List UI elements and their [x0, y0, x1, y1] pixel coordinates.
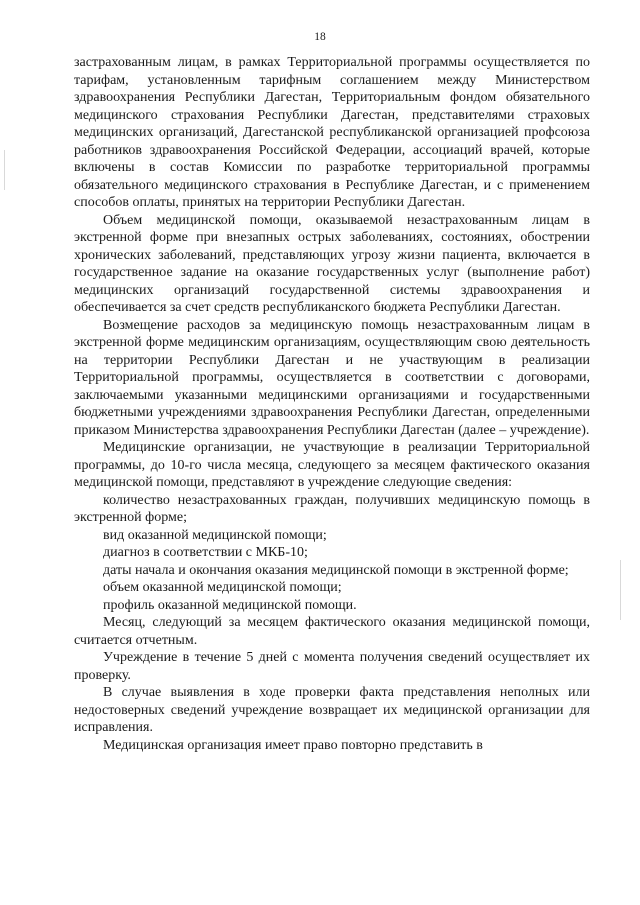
scan-edge-mark [4, 150, 5, 190]
paragraph-emergency-volume: Объем медицинской помощи, оказываемой незастрахованным лицам в экстренной форме при внезапных острых заболеваниях, состояниях, обострении хронических заболеваний, представляющих угрозу жизни пациента, включается в государственное задание на оказание государственных услуг (выполнение работ) медицинских организаций государственной системы здравоохранения и обеспечивается за счет средств республиканского бюджета Республики Дагестан. [74, 212, 590, 315]
paragraph-resubmission: Медицинская организация имеет право повторно представить в [103, 737, 483, 753]
list-item-care-volume: объем оказанной медицинской помощи; [103, 580, 342, 595]
document-body [74, 54, 590, 754]
page-number: 18 [314, 31, 326, 43]
list-item-patient-count: количество незастрахованных граждан, получивших медицинскую помощь в экстренной форме; [74, 492, 590, 525]
scan-edge-mark [620, 560, 621, 620]
list-item-care-dates: даты начала и окончания оказания медицинской помощи в экстренной форме; [103, 562, 569, 578]
paragraph-reporting-deadline: Медицинские организации, не участвующие в реализации Территориальной программы, до 10-го числа месяца, следующего за месяцем фактического оказания медицинской помощи, представляют в учреждение следующие сведения: [74, 440, 590, 490]
paragraph-verification: Учреждение в течение 5 дней с момента получения сведений осуществляет их проверку. [74, 650, 590, 683]
paragraph-tariffs: застрахованным лицам, в рамках Территориальной программы осуществляется по тарифам, установленным тарифным соглашением между Министерством здравоохранения Республики Дагестан, Территориальным фондом обязательного медицинского страхования Республики Дагестан, представителями страховых медицинских организаций, Дагестанской республиканской организацией профсоюза работников здравоохранения Российской Федерации, ассоциаций врачей, которые включены в состав Комиссии по разработке территориальной программы обязательного медицинского страхования в Республике Дагестан, и с применением способов оплаты, принятых на территории Республики Дагестан. [74, 55, 590, 210]
list-item-care-profile: профиль оказанной медицинской помощи. [103, 597, 357, 613]
paragraph-reimbursement: Возмещение расходов за медицинскую помощь незастрахованным лицам в экстренной форме медицинским организациям, осуществляющим свою деятельность на территории Республики Дагестан и не участвующим в реализации Территориальной программы, осуществляется в соответствии с договорами, заключаемыми указанными медицинскими организациями и государственными бюджетными учреждениями здравоохранения Республики Дагестан, определенными приказом Министерства здравоохранения Республики Дагестан (далее – учреждение). [74, 317, 590, 438]
list-item-diagnosis: диагноз в соответствии с МКБ-10; [103, 545, 308, 560]
paragraph-reporting-month: Месяц, следующий за месяцем фактического оказания медицинской помощи, считается отчетным. [74, 615, 590, 648]
paragraph-incomplete-data: В случае выявления в ходе проверки факта представления неполных или недостоверных сведений учреждение возвращает их медицинской организации для исправления. [74, 685, 590, 735]
list-item-care-type: вид оказанной медицинской помощи; [103, 527, 327, 543]
